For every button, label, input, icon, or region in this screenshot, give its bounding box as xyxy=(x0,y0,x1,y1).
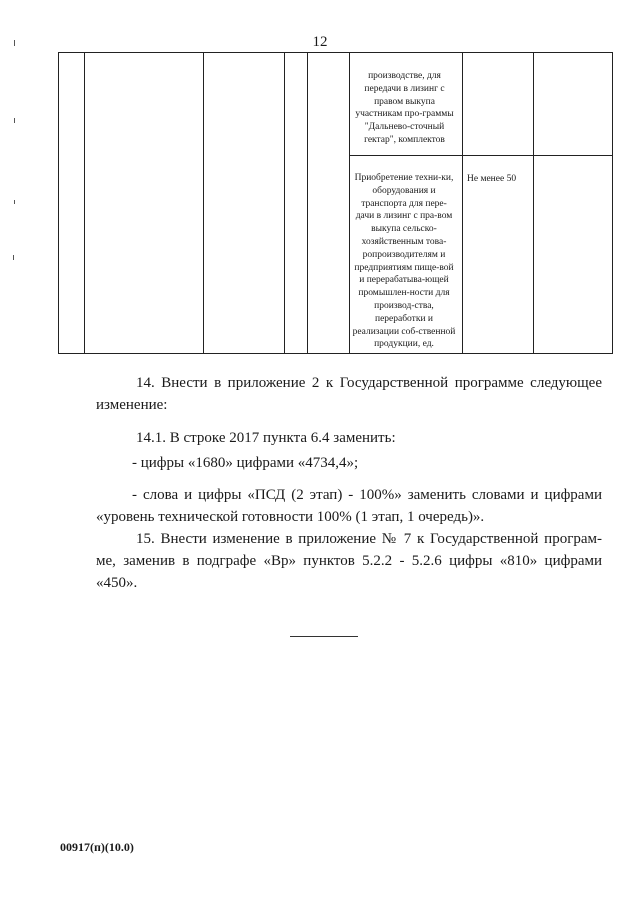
table-row-divider xyxy=(349,155,613,156)
table-column-rule xyxy=(533,52,534,354)
table-cell-indicator-equipment: Приобретение техни-ки, оборудования и транспорта для пере-дачи в лизинг с пра-вом выкупа сельско-хозяйственным това-ропроизводителям и предприятиям пище-вой и перерабатыва-ющей промышлен-ности для производ-ства, переработки и реализации соб-ственной продукции, ед. xyxy=(352,173,456,350)
table-column-rule xyxy=(462,52,463,354)
scan-margin-mark xyxy=(14,118,15,123)
paragraph-item-14-1: 14.1. В строке 2017 пункта 6.4 заменить: xyxy=(136,430,396,446)
table-column-rule xyxy=(84,52,85,354)
table-column-rule xyxy=(349,52,350,354)
program-table xyxy=(58,52,613,354)
paragraph-item-14: 14. Внести в приложение 2 к Государственной программе следующее изменение: xyxy=(96,375,602,413)
table-column-rule xyxy=(203,52,204,354)
table-border-bottom xyxy=(58,353,613,354)
table-border-right xyxy=(612,52,613,354)
document-code: 00917(п)(10.0) xyxy=(60,840,134,854)
table-cell-indicator-continued: производстве, для передачи в лизинг с правом выкупа участникам про-граммы "Дальнево-сточный гектар", комплектов xyxy=(355,71,454,145)
section-divider xyxy=(290,636,358,637)
paragraph-item-15: 15. Внести изменение в приложение № 7 к Государственной програм-ме, заменив в подграфе «Вр» пунктов 5.2.2 - 5.2.6 цифры «810» цифрами «450». xyxy=(96,531,602,591)
page-number: 12 xyxy=(312,34,328,50)
scan-margin-mark xyxy=(14,40,15,46)
scan-margin-mark xyxy=(14,200,15,204)
table-border-top xyxy=(58,52,613,53)
scan-margin-mark xyxy=(13,255,14,260)
table-border-left xyxy=(58,52,59,354)
table-cell-target-value: Не менее 50 xyxy=(467,174,517,184)
table-column-rule xyxy=(284,52,285,354)
paragraph-item-14-1-a: - цифры «1680» цифрами «4734,4»; xyxy=(132,455,359,471)
table-column-rule xyxy=(307,52,308,354)
paragraph-item-14-1-b: - слова и цифры «ПСД (2 этап) - 100%» заменить словами и цифрами «уровень технической готовности 100% (1 этап, 1 очередь)». xyxy=(96,487,602,525)
